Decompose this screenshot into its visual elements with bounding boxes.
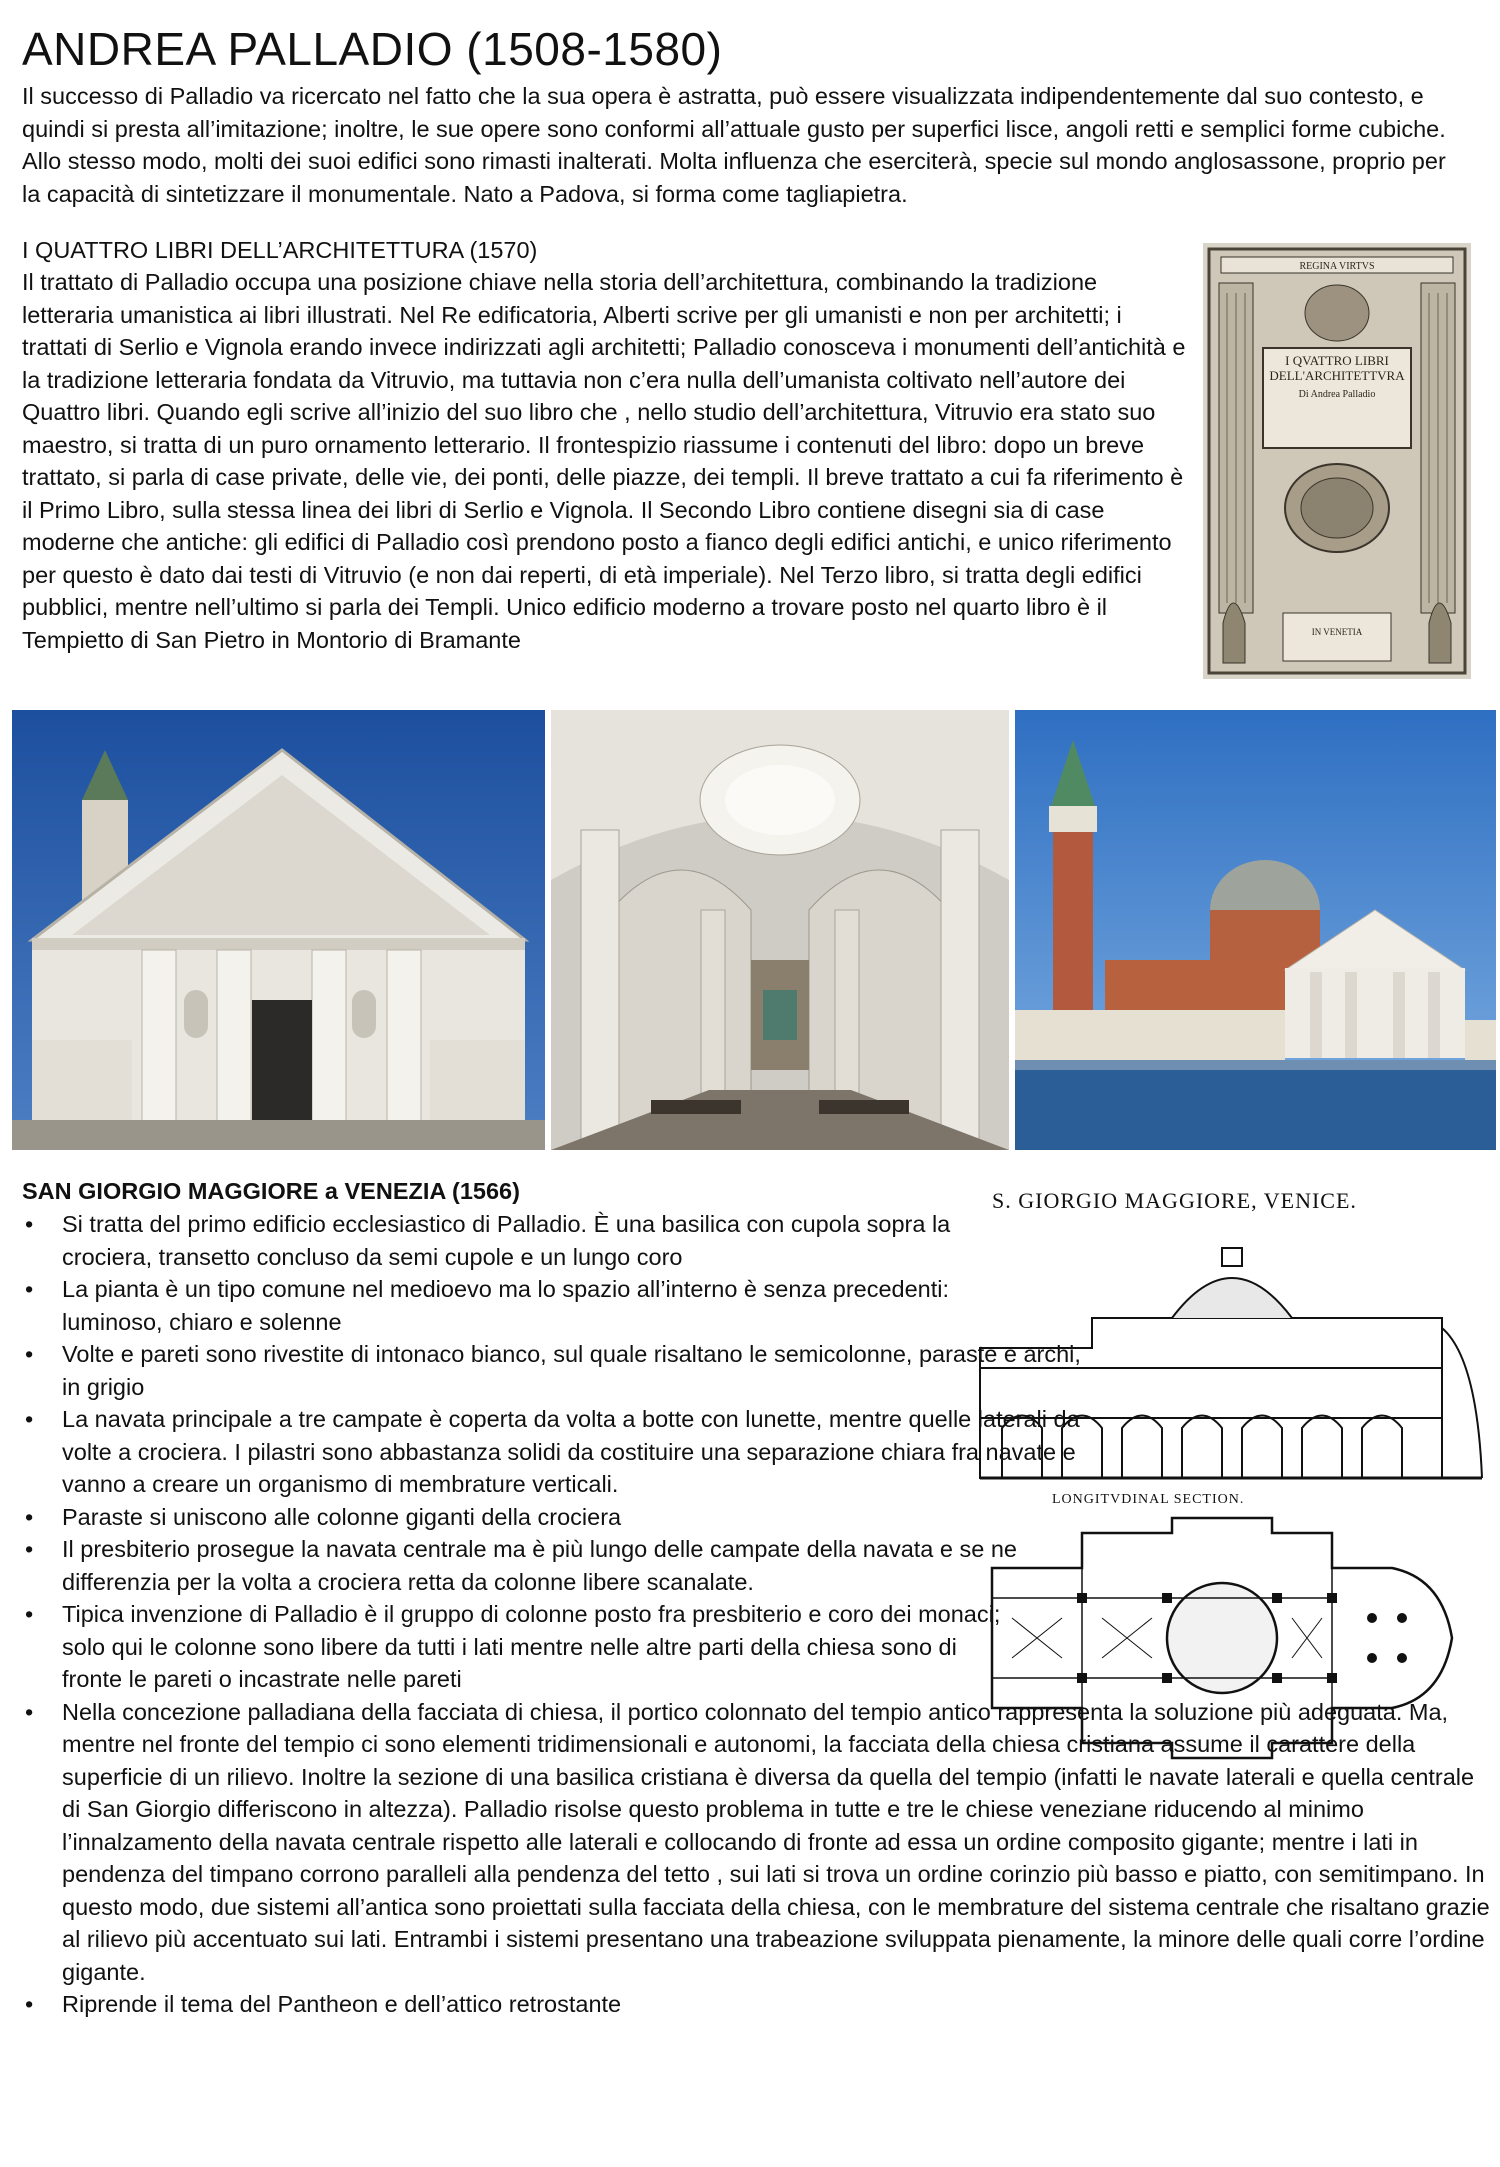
frontispiece-author: Di Andrea Palladio (1298, 389, 1376, 400)
list-item (22, 1403, 1082, 1501)
list-item (22, 1988, 1492, 2021)
bullet-dot: • (25, 1341, 34, 1367)
list-item (22, 1338, 1082, 1403)
bullet-dot: • (25, 1991, 34, 2017)
list-item (22, 1208, 1012, 1273)
drawing-title: S. GIORGIO MAGGIORE, VENICE. (992, 1188, 1357, 1213)
bullet-dot: • (25, 1211, 34, 1237)
bullet-dot: • (25, 1698, 34, 1725)
drawing-caption: LONGITVDINAL SECTION. (1052, 1492, 1245, 1507)
libri-heading: I QUATTRO LIBRI DELL’ARCHITETTURA (1570) (22, 237, 538, 263)
list-item-text: La navata principale a tre campate è coperta da volta a botte con lunette, mentre quelle laterali da volte a crociera. I pilastri sono abbastanza solidi da costituire una separazione chiara fra navate e vanno a creare un organismo di membrature verticali. (62, 1406, 1080, 1497)
list-item (22, 1273, 1012, 1338)
list-item-text: Nella concezione palladiana della facciata di chiesa, il portico colonnato del tempio antico rappresenta la soluzione più adeguata. Ma, mentre nel fronte del tempio ci sono elementi tridimensionali e autonomi, la facciata della chiesa cristiana assume il carattere della superficie di un rilievo. Inoltre la sezione di una basilica cristiana è diversa da quella del tempio (infatti le navate laterali e quella centrale di San Giorgio differiscono in altezza). Palladio risolse questo problema in tutte e tre le chiese veneziane riducendo al minimo l’innalzamento della navata centrale rispetto alle laterali e collocando di fronte ad essa un ordine composito gigante; mentre i lati in pendenza del timpano corrono paralleli alla pendenza del tetto , sui lati si trova un ordine corinzio più basso e piatto, con semitimpano. In questo modo, due sistemi all’antica sono proiettati sulla facciata della chiesa, con le membrature del sistema centrale che risaltano grazie al rilievo più accentuato sui lati. Entrambi i sistemi presentano una trabeazione sviluppata pienamente, la minore delle quali corre l’ordine gigante. (62, 1698, 1490, 1985)
interior-photo (551, 710, 1009, 1150)
list-item (22, 1533, 1082, 1598)
list-item-text: La pianta è un tipo comune nel medioevo ma lo spazio all’interno è senza precedenti: luminoso, chiaro e solenne (62, 1276, 950, 1335)
list-item-text: Riprende il tema del Pantheon e dell’attico retrostante (62, 1991, 622, 2017)
bullet-dot: • (25, 1601, 34, 1627)
bullet-dot: • (25, 1276, 34, 1302)
facade-photo (12, 710, 545, 1150)
sangiorgio-heading: SAN GIORGIO MAGGIORE a VENEZIA (1566) (22, 1178, 520, 1204)
list-item-text: Tipica invenzione di Palladio è il gruppo di colonne posto fra presbiterio e coro dei monaci; solo qui le colonne sono libere da tutti i lati mentre nelle altre parti della chiesa sono di fronte le pareti o incastrate nelle pareti (62, 1601, 1001, 1692)
frontispiece-top-text: REGINA VIRTVS (1299, 261, 1375, 272)
bullet-dot: • (25, 1406, 34, 1432)
list-item-text: Paraste si uniscono alle colonne giganti della crociera (62, 1503, 622, 1530)
intro-paragraph: Il successo di Palladio va ricercato nel fatto che la sua opera è astratta, può essere visualizzata indipendentemente dal suo contesto, e quindi si presta all’imitazione; inoltre, le sue opere sono conformi all’attuale gusto per superfici lisce, angoli retti e semplici forme cubiche. Allo stesso modo, molti dei suoi edifici sono rimasti inalterati. Molta influenza che eserciterà, specie sul mondo anglosassone, proprio per la capacità di sintetizzare il monumentale. Nato a Padova, si forma come tagliapietra. (22, 83, 1446, 207)
bullet-dot: • (25, 1536, 34, 1562)
libri-paragraph: Il trattato di Palladio occupa una posizione chiave nella storia dell’architettura, combinando la tradizione letteraria umanistica ai libri illustrati. Nel Re edificatoria, Alberti scrive per gli umanisti e non per architetti; i trattati di Serlio e Vignola erando invece indirizzati agli architetti; Palladio conosceva i monumenti dell’antichità e la tradizione letteraria fondata da Vitruvio, ma tuttavia non c’era nulla dell’umanista coltivato nell’autore dei Quattro libri. Quando egli scrive all’inizio del suo libro che , nello studio dell’architettura, Vitruvio era stato suo maestro, si tratta di un puro ornamento letterario. Il frontespizio riassume i contenuti del libro: dopo un breve trattato, si parla di case private, delle vie, dei ponti, delle piazze, dei templi. Il breve trattato a cui fa riferimento è il Primo Libro, sulla stessa linea dei libri di Serlio e Vignola. Il Secondo Libro contiene disegni sia di case moderne che antiche: gli edifici di Palladio così prendono posto a fianco degli edifici antichi, e unico riferimento per questo è dato dai testi di Vitruvio (e non dai reperti, di età imperiale). Nel Terzo libro, si tratta degli edifici pubblici, mentre nell’ultimo si parla dei Templi. Unico edificio moderno a trovare posto nel quarto libro è il Tempietto di San Pietro in Montorio di Bramante (22, 269, 1186, 653)
bullet-dot: • (25, 1503, 34, 1530)
frontispiece-bottom-text: IN VENETIA (1311, 627, 1363, 637)
island-photo (1015, 710, 1496, 1150)
frontispiece-title: I QVATTRO LIBRI DELL'ARCHITETTVRA (1269, 353, 1405, 383)
list-item-text: Si tratta del primo edificio ecclesiastico di Palladio. È una basilica con cupola sopra la crociera, transetto concluso da semi cupole e un lungo coro (62, 1211, 951, 1270)
list-item (22, 1696, 1492, 1989)
list-item (22, 1501, 1082, 1534)
list-item (22, 1598, 1022, 1696)
list-item-text: Il presbiterio prosegue la navata centrale ma è più lungo delle campate della navata e se ne differenzia per la volta a crociera retta da colonne libere scanalate. (62, 1536, 1017, 1595)
list-item-text: Volte e pareti sono rivestite di intonaco bianco, sul quale risaltano le semicolonne, paraste e archi, in grigio (62, 1341, 1081, 1400)
sangiorgio-bullet-list (22, 1208, 1492, 2021)
frontispiece-image (1203, 243, 1471, 679)
page-title: ANDREA PALLADIO (1508-1580) (22, 23, 723, 75)
